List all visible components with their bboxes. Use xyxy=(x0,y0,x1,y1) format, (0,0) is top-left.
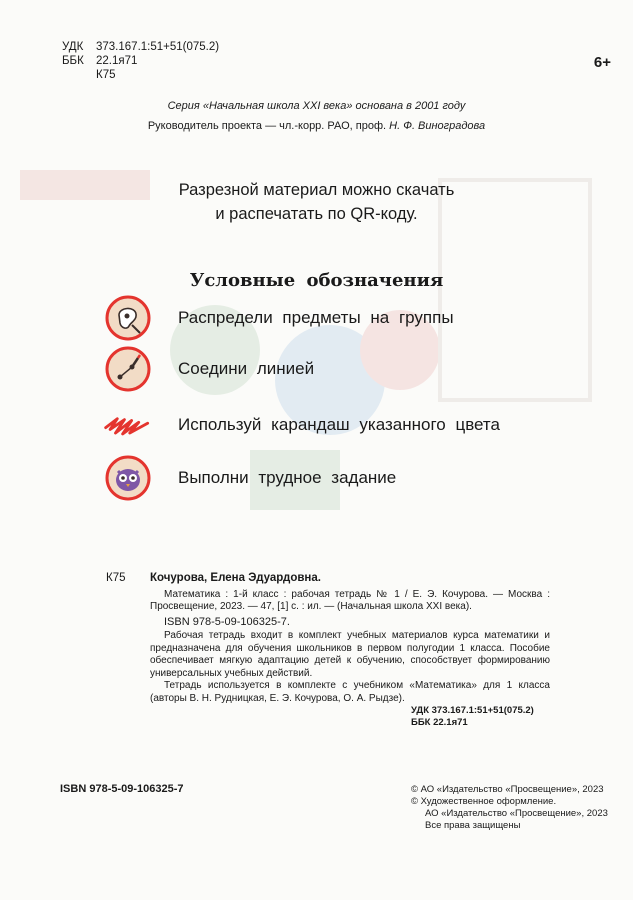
legend-item xyxy=(103,453,397,503)
leader-name: Н. Ф. Виноградова xyxy=(389,120,486,132)
catalog-author: Кочурова, Елена Эдуардовна. xyxy=(150,572,321,584)
author-mark: К75 xyxy=(96,69,116,81)
catalog-author-mark: К75 xyxy=(106,572,126,584)
footer-isbn: ISBN 978-5-09-106325-7 xyxy=(60,783,184,795)
bbk-label: ББК xyxy=(62,55,84,67)
copyright-line: © АО «Издательство «Просвещение», 2023 xyxy=(411,784,604,795)
legend-title: Условные обозначения xyxy=(189,270,444,291)
copyright-line: АО «Издательство «Просвещение», 2023 xyxy=(425,808,608,819)
catalog-description: Математика : 1-й класс : рабочая тетрадь № 1 / Е. Э. Кочурова. — Москва : Просвещение, 2023. — 47, [1] с. : ил. — (Начальная школа XXI века). xyxy=(150,588,550,612)
group-items-icon xyxy=(103,293,153,343)
series-line: Серия «Начальная школа XXI века» основана в 2001 году xyxy=(167,100,466,112)
connect-line-icon xyxy=(103,344,153,394)
qr-note xyxy=(0,178,633,226)
legend-item-text: Распредели предметы на группы xyxy=(178,308,454,327)
qr-note-line1: Разрезной материал можно скачать xyxy=(178,181,455,199)
catalog-textbook-note: Тетрадь используется в комплекте с учебником «Математика» для 1 класса (авторы В. Н. Рудницкая, Е. Э. Кочурова, О. А. Рыдзе). xyxy=(150,680,550,704)
qr-note-line2: и распечатать по QR-коду. xyxy=(215,205,418,223)
catalog-isbn: ISBN 978-5-09-106325-7. xyxy=(164,615,290,628)
rights-reserved: Все права защищены xyxy=(425,820,521,831)
bbk-value: 22.1я71 xyxy=(96,55,138,67)
catalog-codes xyxy=(411,705,534,729)
pencil-scribble-icon xyxy=(103,400,153,450)
legend-item-text: Используй карандаш указанного цвета xyxy=(178,415,500,434)
project-leader xyxy=(0,120,633,132)
catalog-bbk: ББК 22.1я71 xyxy=(411,717,468,728)
udk-label: УДК xyxy=(62,41,84,53)
legend-item xyxy=(103,293,454,343)
catalog-udk: УДК 373.167.1:51+51(075.2) xyxy=(411,705,534,716)
copyright-line: © Художественное оформление. xyxy=(411,796,557,807)
age-rating: 6+ xyxy=(593,54,611,71)
copyright-block xyxy=(411,784,608,832)
legend-item xyxy=(103,400,500,450)
leader-prefix: Руководитель проекта — чл.-корр. РАО, проф. xyxy=(147,120,387,132)
legend-item xyxy=(103,344,315,394)
owl-icon xyxy=(103,453,153,503)
legend-item-text: Выполни трудное задание xyxy=(178,468,397,487)
legend-item-text: Соедини линией xyxy=(178,359,315,378)
catalog-card xyxy=(150,572,550,705)
udk-value: 373.167.1:51+51(075.2) xyxy=(96,41,220,53)
classification-codes xyxy=(62,40,219,82)
catalog-annotation: Рабочая тетрадь входит в комплект учебных материалов курса математики и предназначена для обучения школьников в первом полугодии 1 класса. Пособие обеспечивает мягкую адаптацию детей к обучению, способствует формированию универсальных учебных действий. xyxy=(150,630,550,679)
